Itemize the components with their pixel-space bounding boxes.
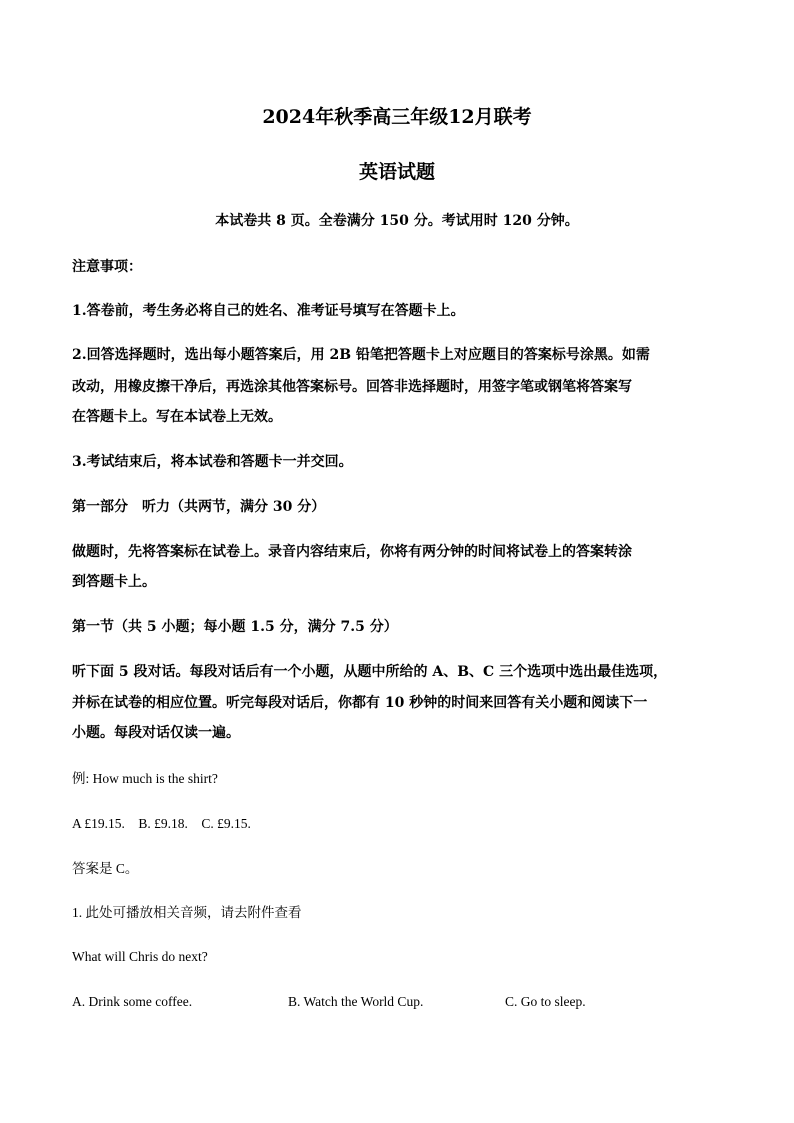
section1-instruction-line-3: 小题。每段对话仅读一遍。 xyxy=(72,725,240,741)
note-item-2-line-1: 2.回答选择题时，选出每小题答案后，用 2B 铅笔把答题卡上对应题目的答案标号涂黑。如需 xyxy=(72,347,650,363)
section1-instruction-line-2: 并标在试卷的相应位置。听完每段对话后，你都有 10 秒钟的时间来回答有关小题和阅读下一 xyxy=(72,695,648,711)
exam-info: 本试卷共 8 页。全卷满分 150 分。考试用时 120 分钟。 xyxy=(215,213,579,229)
example-answer: 答案是 C。 xyxy=(72,861,139,876)
exam-subject: 英语试题 xyxy=(358,161,435,183)
example-options: A £19.15. B. £9.18. C. £9.15. xyxy=(72,816,251,831)
note-item-2-line-3: 在答题卡上。写在本试卷上无效。 xyxy=(72,409,282,425)
q1-question: What will Chris do next? xyxy=(72,949,208,964)
note-item-2-line-2: 改动，用橡皮擦干净后，再选涂其他答案标号。回答非选择题时，用签字笔或钢笔将答案写 xyxy=(72,379,632,395)
note-item-3: 3.考试结束后，将本试卷和答题卡一并交回。 xyxy=(72,454,353,470)
section1-instruction-line-1: 听下面 5 段对话。每段对话后有一个小题，从题中所给的 A、B、C 三个选项中选出最佳选项， xyxy=(72,664,668,680)
part1-heading: 第一部分 听力（共两节，满分 30 分） xyxy=(72,499,326,515)
q1-option-c: C. Go to sleep. xyxy=(505,994,586,1009)
part1-instruction-line-2: 到答题卡上。 xyxy=(72,574,156,590)
notes-heading: 注意事项： xyxy=(72,259,142,275)
q1-option-a: A. Drink some coffee. xyxy=(72,994,193,1009)
q1-option-b: B. Watch the World Cup. xyxy=(288,994,424,1009)
example-question: 例: How much is the shirt? xyxy=(72,771,218,786)
part1-instruction-line-1: 做题时，先将答案标在试卷上。录音内容结束后，你将有两分钟的时间将试卷上的答案转涂 xyxy=(72,544,632,560)
note-item-1: 1.答卷前，考生务必将自己的姓名、准考证号填写在答题卡上。 xyxy=(72,303,465,319)
section1-heading: 第一节（共 5 小题；每小题 1.5 分，满分 7.5 分） xyxy=(72,619,398,635)
q1-audio-note: 1. 此处可播放相关音频，请去附件查看 xyxy=(72,905,302,920)
exam-title: 2024年秋季高三年级12月联考 xyxy=(262,106,532,128)
